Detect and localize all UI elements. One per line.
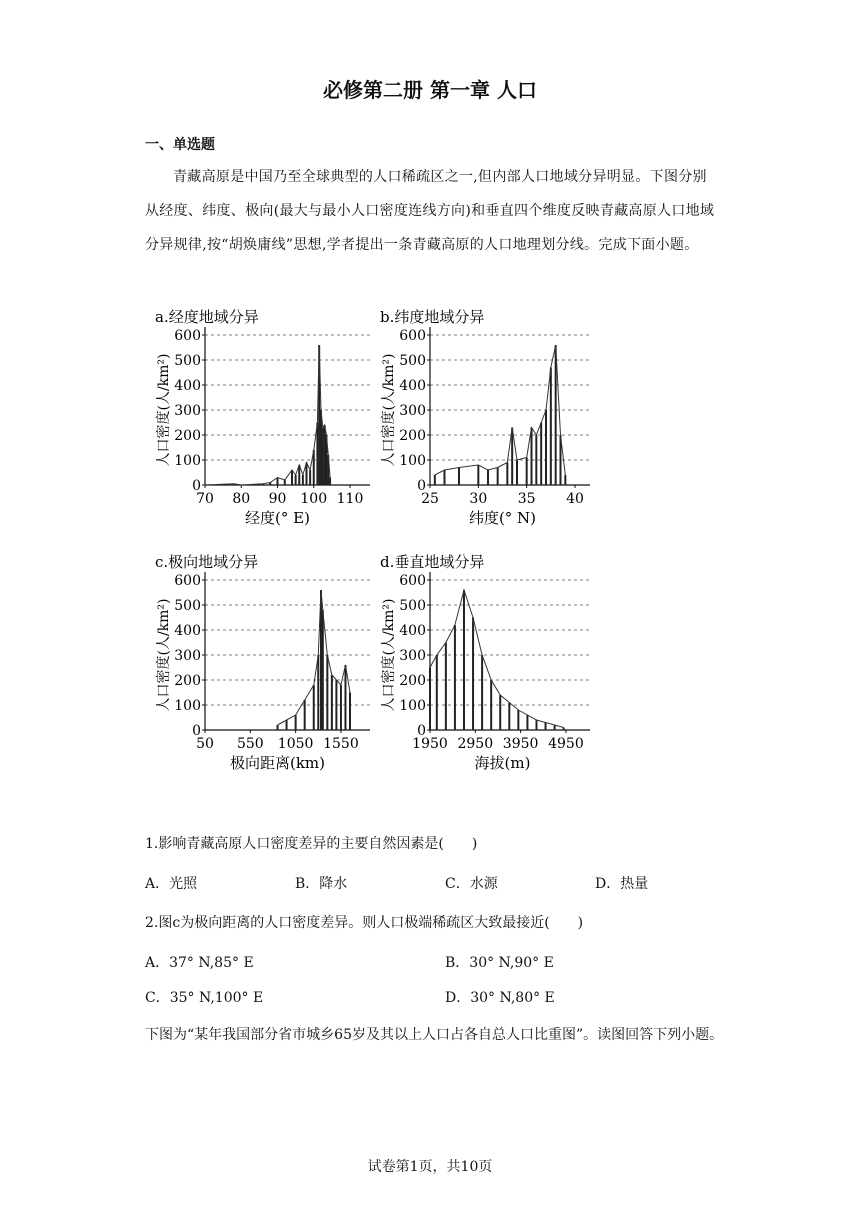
y-tick-label: 0: [417, 478, 426, 494]
y-tick-label: 300: [399, 648, 426, 664]
y-tick-label: 500: [174, 353, 201, 369]
x-tick-label: 1950: [412, 736, 448, 752]
y-tick-label: 200: [399, 673, 426, 689]
y-tick-label: 200: [174, 673, 201, 689]
question-2-option-c[interactable]: C．35° N,100° E: [145, 990, 264, 1006]
chart-panel-3: [155, 553, 370, 772]
x-axis-label: 极向距离(km): [229, 754, 326, 772]
y-tick-label: 100: [174, 453, 201, 469]
x-tick-label: 35: [517, 491, 536, 507]
chart-panel-2: [380, 308, 590, 527]
y-tick-label: 0: [417, 723, 426, 739]
question-1-option-b[interactable]: B．降水: [295, 876, 348, 892]
chart-title: a.经度地域分异: [155, 308, 259, 326]
question-1-option-d[interactable]: D．热量: [595, 876, 649, 892]
chart-title: d.垂直地域分异: [380, 553, 485, 571]
question-1-stem: 1.影响青藏高原人口密度差异的主要自然因素是( ): [145, 836, 478, 852]
question-2-stem: 2.图c为极向距离的人口密度差异。则人口极端稀疏区大致最接近( ): [145, 915, 584, 931]
y-axis-label: 人口密度(人/km²): [381, 353, 397, 467]
y-tick-label: 300: [174, 403, 201, 419]
x-tick-label: 30: [469, 491, 488, 507]
question-2-option-b[interactable]: B．30° N,90° E: [445, 955, 554, 971]
chart-panel-1: [155, 308, 370, 527]
y-tick-label: 0: [192, 478, 201, 494]
y-axis-label: 人口密度(人/km²): [156, 598, 172, 712]
y-tick-label: 300: [174, 648, 201, 664]
x-tick-label: 550: [236, 736, 264, 752]
chart-panel-4: [380, 553, 590, 772]
x-tick-label: 3950: [502, 736, 539, 752]
x-axis-label: 纬度(° N): [468, 509, 537, 527]
question-1-option-c[interactable]: C．水源: [445, 876, 498, 892]
x-tick-label: 25: [421, 491, 439, 507]
x-tick-label: 50: [196, 736, 214, 752]
question-2-option-d[interactable]: D．30° N,80° E: [445, 990, 555, 1006]
y-tick-label: 400: [174, 378, 201, 394]
y-tick-label: 200: [399, 428, 426, 444]
y-tick-label: 600: [399, 573, 426, 589]
y-tick-label: 500: [174, 598, 201, 614]
question-2-option-a[interactable]: A．37° N,85° E: [145, 955, 254, 971]
x-tick-label: 70: [196, 491, 214, 507]
x-tick-label: 2950: [457, 736, 494, 752]
x-tick-label: 1050: [277, 736, 314, 752]
chart-title: b.纬度地域分异: [380, 308, 485, 326]
y-axis-label: 人口密度(人/km²): [381, 598, 397, 712]
x-tick-label: 90: [268, 491, 287, 507]
y-axis-label: 人口密度(人/km²): [156, 353, 172, 467]
x-tick-label: 110: [336, 491, 364, 507]
y-tick-label: 400: [399, 623, 426, 639]
y-tick-label: 300: [399, 403, 426, 419]
x-tick-label: 40: [566, 491, 584, 507]
x-tick-label: 1550: [323, 736, 359, 752]
y-tick-label: 600: [174, 328, 201, 344]
next-intro: 下图为“某年我国部分省市城乡65岁及其以上人口占各自总人口比重图”。读图回答下列小题。: [145, 1027, 724, 1043]
y-tick-label: 100: [399, 453, 426, 469]
y-tick-label: 600: [174, 573, 201, 589]
data-line: [430, 590, 564, 728]
question-1-option-a[interactable]: A．光照: [145, 876, 198, 892]
intro-paragraph: 青藏高原是中国乃至全球典型的人口稀疏区之一,但内部人口地域分异明显。下图分别从经度、纬度、极向(最大与最小人口密度连线方向)和垂直四个维度反映青藏高原人口地域分异规律,按“胡焕庸线”思想,学者提出一条青藏高原的人口地理划分线。完成下面小题。: [145, 169, 715, 253]
x-tick-label: 4950: [548, 736, 584, 752]
y-tick-label: 100: [399, 698, 426, 714]
y-tick-label: 400: [174, 623, 201, 639]
page-footer: 试卷第1页，共10页: [367, 1159, 493, 1175]
figure-panels: [150, 300, 590, 780]
y-tick-label: 500: [399, 353, 426, 369]
y-tick-label: 600: [399, 328, 426, 344]
x-tick-label: 80: [232, 491, 251, 507]
y-tick-label: 500: [399, 598, 426, 614]
x-axis-label: 海拔(m): [474, 754, 531, 772]
y-tick-label: 0: [192, 723, 201, 739]
y-tick-label: 400: [399, 378, 426, 394]
x-axis-label: 经度(° E): [245, 509, 310, 527]
y-tick-label: 100: [174, 698, 201, 714]
y-tick-label: 200: [174, 428, 201, 444]
x-tick-label: 100: [300, 491, 328, 507]
chart-title: c.极向地域分异: [155, 553, 259, 571]
page-title: 必修第二册 第一章 人口: [323, 78, 537, 102]
data-line: [205, 345, 330, 485]
section-heading: 一、单选题: [145, 137, 215, 153]
